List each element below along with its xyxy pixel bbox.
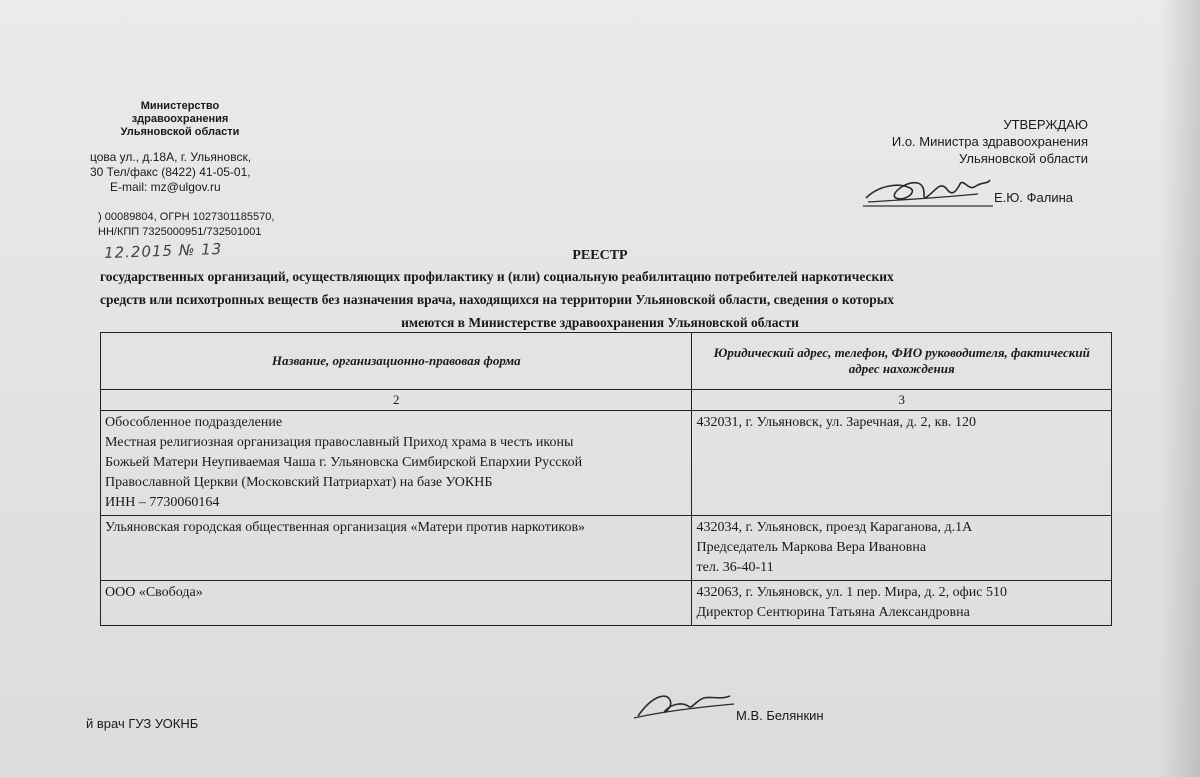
org-info-line: Директор Сентюрина Татьяна Александровна xyxy=(696,605,970,620)
ministry-header xyxy=(100,100,260,139)
org-name-line: Обособленное подразделение xyxy=(105,415,283,430)
table-header-row xyxy=(101,333,1112,390)
approval-heading: УТВЕРЖДАЮ xyxy=(1003,117,1088,132)
document-title: РЕЕСТР xyxy=(572,248,628,263)
table-row xyxy=(101,411,1112,516)
org-info-line: 432031, г. Ульяновск, ул. Заречная, д. 2, кв. 120 xyxy=(696,415,977,430)
org-name-cell xyxy=(101,581,692,626)
approval-signer: Е.Ю. Фалина xyxy=(994,190,1074,205)
footer-signature xyxy=(630,686,740,726)
ministry-address xyxy=(90,150,251,195)
org-name-line: ООО «Свобода» xyxy=(105,585,203,600)
footer-position: й врач ГУЗ УОКНБ xyxy=(86,716,199,731)
approval-region: Ульяновской области xyxy=(958,151,1088,166)
document-subtitle-line: средств или психотропных веществ без назначения врача, находящихся на территории Ульяновской области, сведения о которых xyxy=(100,292,895,307)
document-subtitle-line: имеются в Министерстве здравоохранения Ульяновской области xyxy=(401,315,799,330)
org-info-cell xyxy=(692,516,1112,581)
ministry-line: Министерство xyxy=(140,100,220,112)
requisite-line: ) 00089804, ОГРН 1027301185570, xyxy=(98,211,275,223)
handwritten-reference: 12.2015 № 13 xyxy=(103,239,223,263)
column-number: 2 xyxy=(101,390,692,411)
header-address: Юридический адрес, телефон, ФИО руководителя, фактический адрес нахождения xyxy=(692,333,1112,390)
org-name-line: ИНН – 7730060164 xyxy=(105,495,220,510)
ministry-requisites xyxy=(98,210,274,240)
approval-signature xyxy=(858,172,998,214)
org-info-line: 432063, г. Ульяновск, ул. 1 пер. Мира, д. 2, офис 510 xyxy=(696,585,1007,600)
header-name: Название, организационно-правовая форма xyxy=(101,333,692,390)
approval-position: И.о. Министра здравоохранения xyxy=(891,134,1088,149)
org-name-cell xyxy=(101,411,692,516)
org-info-line: Председатель Маркова Вера Ивановна xyxy=(696,540,927,555)
org-info-cell xyxy=(692,581,1112,626)
column-number: 3 xyxy=(692,390,1112,411)
address-line: E-mail: mz@ulgov.ru xyxy=(110,180,221,194)
org-info-line: тел. 36-40-11 xyxy=(696,560,774,575)
org-name-line: Местная религиозная организация православный Приход храма в честь иконы xyxy=(105,435,574,450)
column-number-row xyxy=(101,390,1112,411)
org-name-line: Божьей Матери Неупиваемая Чаша г. Ульяновска Симбирской Епархии Русской xyxy=(105,455,583,470)
requisite-line: НН/КПП 7325000951/732501001 xyxy=(98,226,262,238)
page-shadow xyxy=(1160,0,1200,777)
org-name-line: Ульяновская городская общественная организация «Матери против наркотиков» xyxy=(105,520,586,535)
address-line: 30 Тел/факс (8422) 41-05-01, xyxy=(90,165,251,179)
org-name-cell xyxy=(101,516,692,581)
document-subtitle-line: государственных организаций, осуществляющих профилактику и (или) социальную реабилитацию потребителей наркотических xyxy=(100,269,894,284)
ministry-line: здравоохранения xyxy=(131,113,229,125)
org-name-line: Православной Церкви (Московский Патриархат) на базе УОКНБ xyxy=(105,475,493,490)
approval-block xyxy=(820,116,1088,167)
org-info-cell xyxy=(692,411,1112,516)
address-line: цова ул., д.18А, г. Ульяновск, xyxy=(90,150,252,164)
footer-signer: М.В. Белянкин xyxy=(736,708,824,723)
ministry-line: Ульяновской области xyxy=(120,126,240,138)
register-table xyxy=(100,332,1112,626)
table-row xyxy=(101,516,1112,581)
table-row xyxy=(101,581,1112,626)
org-info-line: 432034, г. Ульяновск, проезд Караганова, д.1А xyxy=(696,520,973,535)
